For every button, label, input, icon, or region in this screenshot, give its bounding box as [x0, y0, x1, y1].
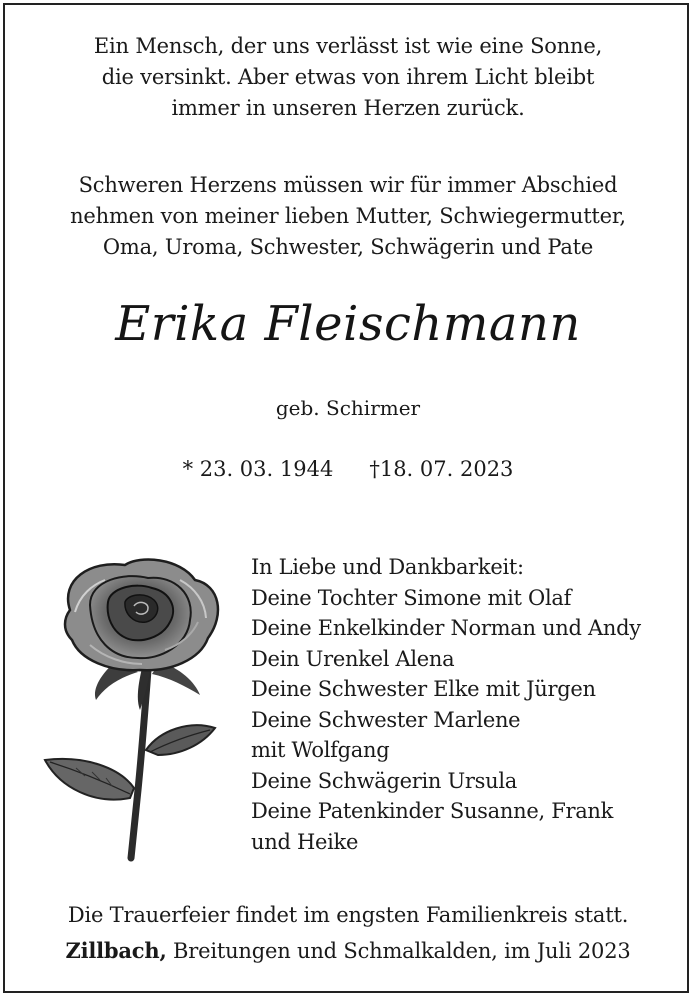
family-intro: In Liebe und Dankbarkeit: — [251, 555, 524, 579]
rose-icon — [30, 550, 235, 865]
announcement — [0, 170, 696, 263]
announcement-line-2: nehmen von meiner lieben Mutter, Schwiegermutter, — [70, 204, 626, 228]
death-date: †18. 07. 2023 — [369, 457, 514, 481]
family-line: Deine Schwester Marlene — [251, 707, 521, 732]
deceased-name: Erika Fleischmann — [115, 296, 581, 352]
birth-date: * 23. 03. 1944 — [182, 457, 334, 481]
announcement-line-1: Schweren Herzens müssen wir für immer Abschied — [78, 173, 618, 197]
life-dates — [0, 455, 696, 483]
place-date-line — [0, 936, 696, 966]
funeral-note: Die Trauerfeier findet im engsten Familienkreis statt. — [67, 903, 629, 927]
family-line: Deine Patenkinder Susanne, Frank — [251, 799, 614, 823]
motto-line-1: Ein Mensch, der uns verlässt ist wie eine Sonne, — [93, 34, 603, 58]
family-line: Deine Schwester Elke mit Jürgen — [251, 677, 596, 701]
motto — [0, 31, 696, 124]
place-rest: Breitungen und Schmalkalden, im Juli 2023 — [166, 939, 631, 963]
family-line: Deine Enkelkinder Norman und Andy — [251, 616, 641, 640]
family-line: und Heike — [251, 829, 359, 854]
motto-line-2: die versinkt. Aber etwas von ihrem Licht bleibt — [101, 65, 595, 89]
motto-line-3: immer in unseren Herzen zurück. — [171, 96, 525, 120]
family-line: mit Wolfgang — [251, 738, 390, 762]
family-line: Deine Schwägerin Ursula — [251, 768, 517, 793]
family-list — [251, 552, 681, 857]
birth-name: geb. Schirmer — [275, 396, 421, 420]
family-line: Deine Tochter Simone mit Olaf — [251, 585, 572, 610]
place-bold: Zillbach, — [65, 938, 167, 963]
family-line: Dein Urenkel Alena — [251, 646, 455, 671]
announcement-line-3: Oma, Uroma, Schwester, Schwägerin und Pate — [102, 235, 594, 259]
